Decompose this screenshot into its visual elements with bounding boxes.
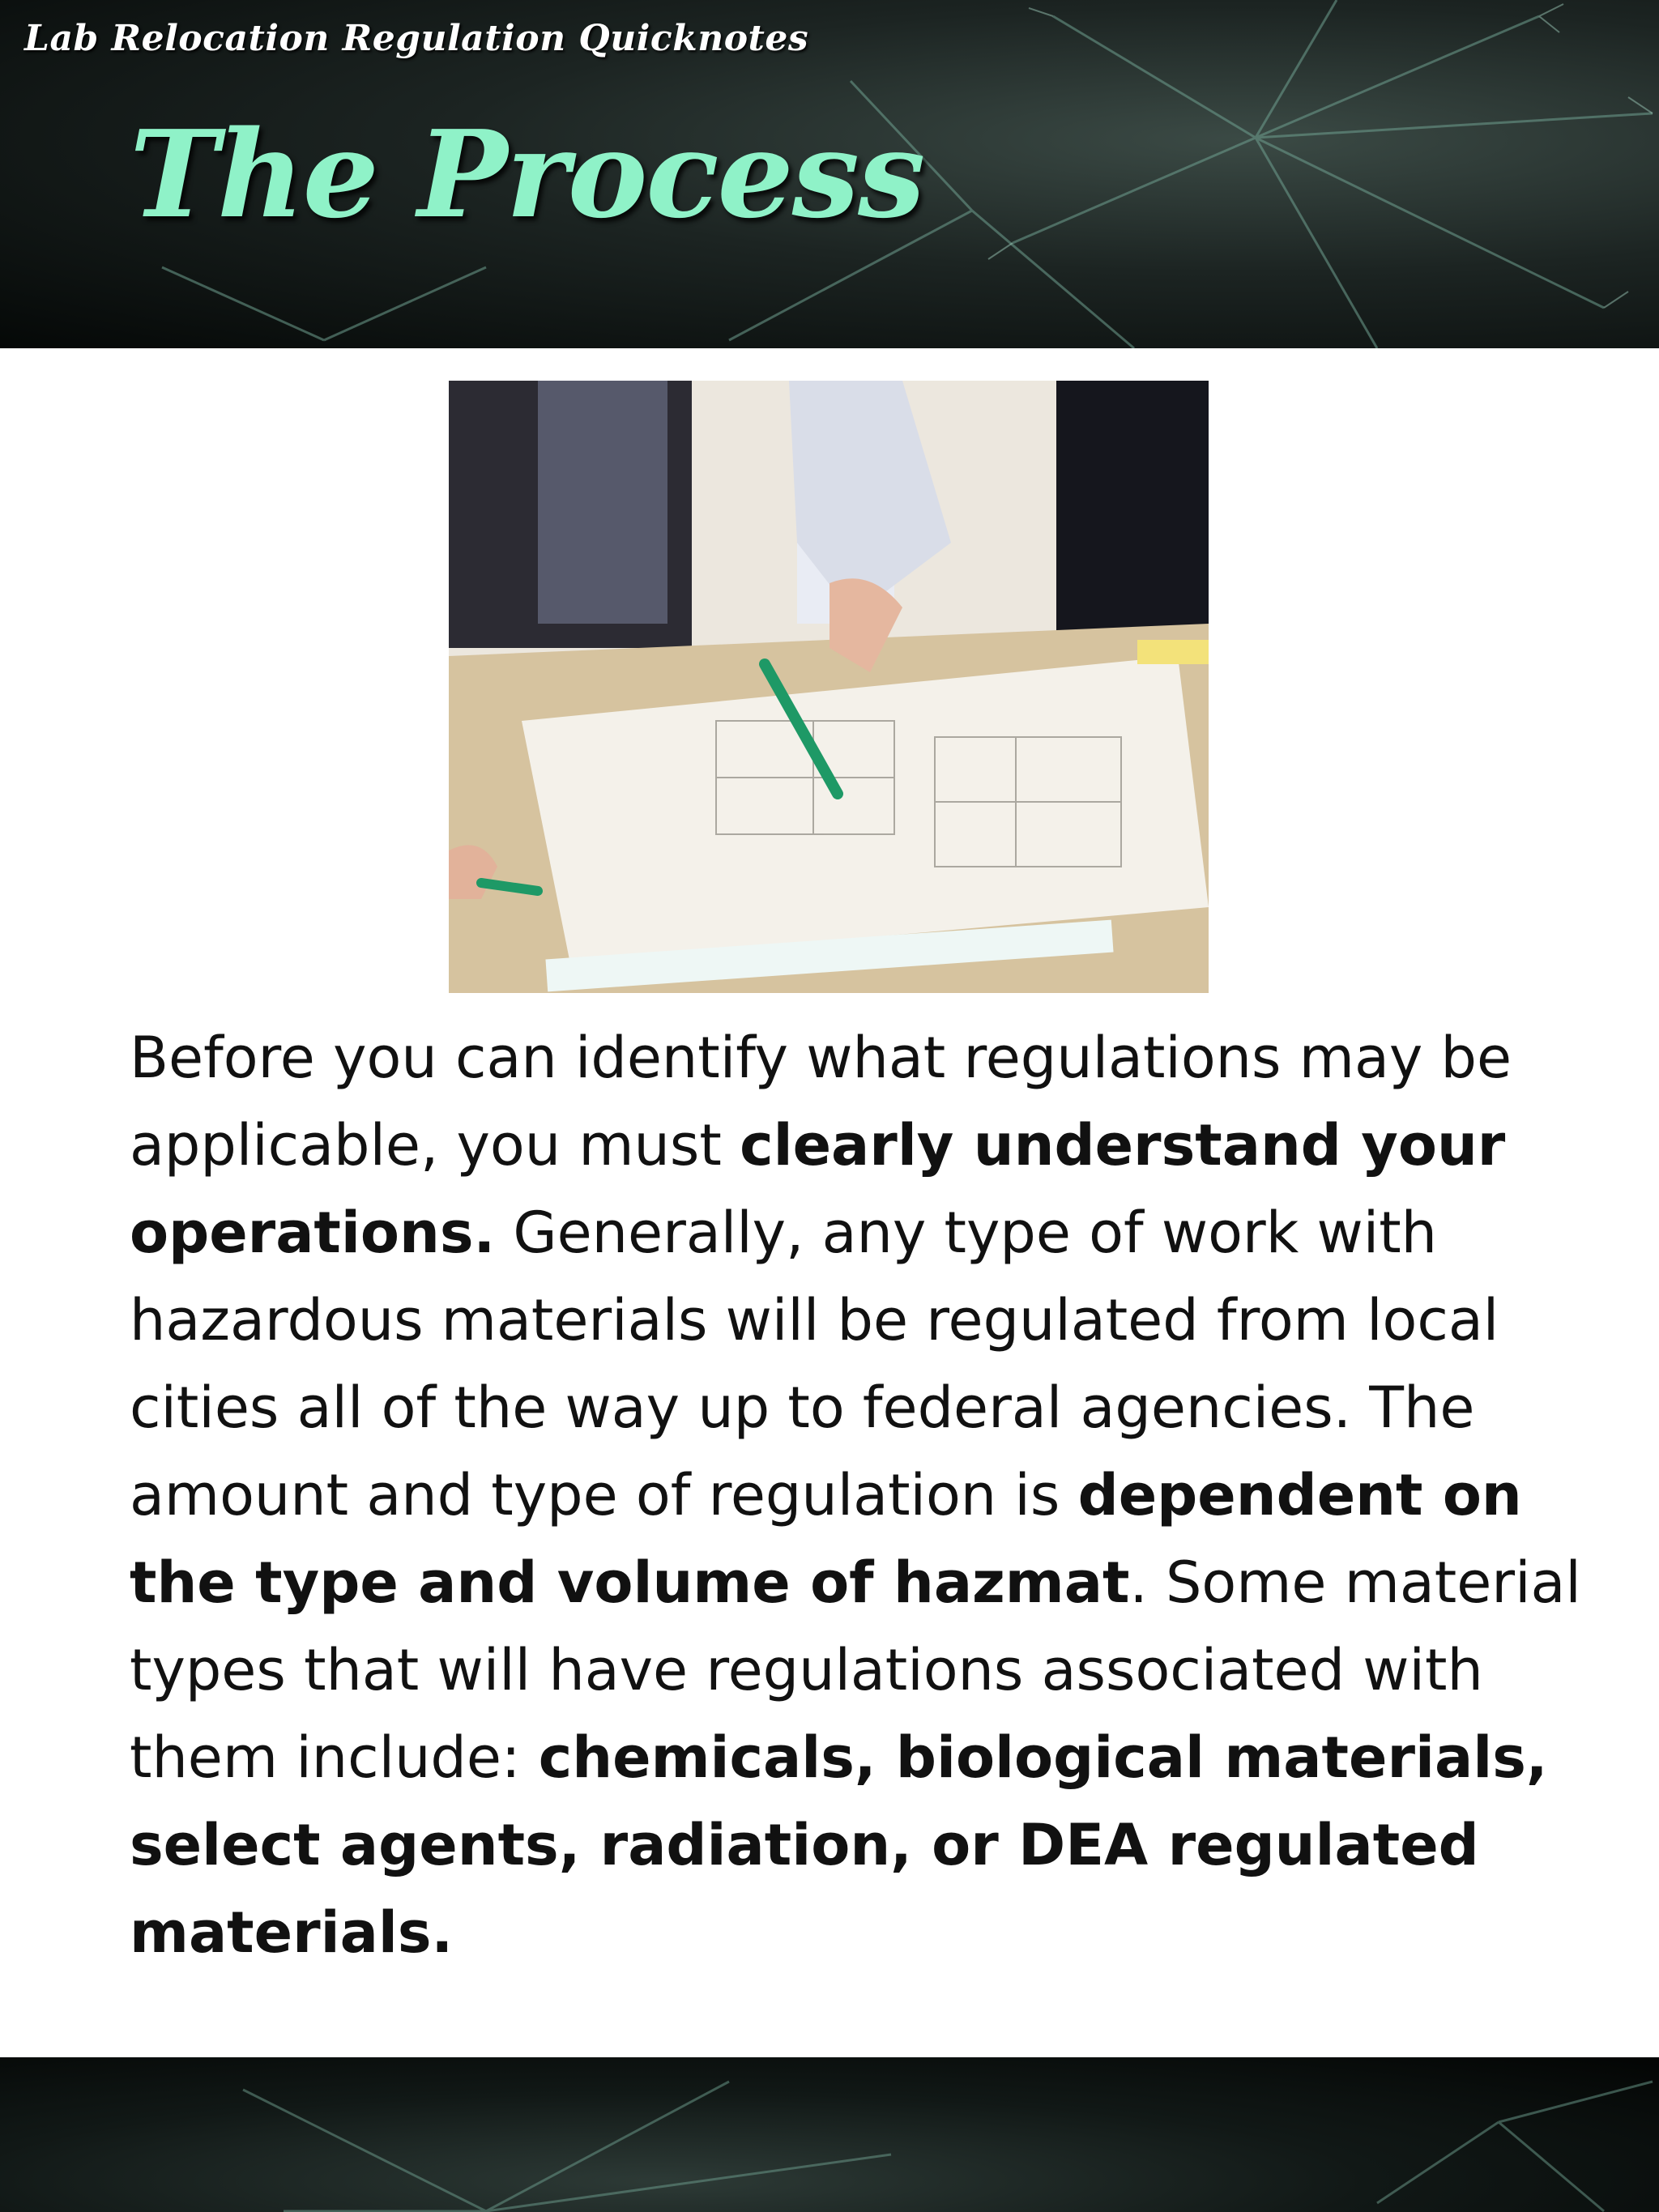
body-text-3: . Some material types that will have regulations associated with them include: bbox=[130, 1549, 1581, 1791]
page-title: The Process bbox=[130, 104, 924, 245]
body-emphasis-operations: clearly understand your operations. bbox=[130, 1112, 1506, 1266]
body-text-1: Before you can identify what regulations may be applicable, you must bbox=[130, 1025, 1512, 1178]
body-text-2: Generally, any type of work with hazardous materials will be regulated from local cities all of the way up to federal agencies. The amount and type of regulation is bbox=[130, 1200, 1499, 1528]
body-emphasis-hazmat: dependent on the type and volume of hazmat bbox=[130, 1462, 1522, 1616]
dandelion-decoration bbox=[0, 2057, 1659, 2212]
page-footer bbox=[0, 2057, 1659, 2212]
blueprint-planning-photo bbox=[449, 381, 1209, 993]
body-paragraph bbox=[130, 1014, 1588, 1976]
page-header bbox=[0, 0, 1659, 348]
photo-illustration bbox=[449, 381, 1209, 993]
body-emphasis-material-types: chemicals, biological materials, select agents, radiation, or DEA regulated materials. bbox=[130, 1724, 1548, 1966]
series-title: Lab Relocation Regulation Quicknotes bbox=[24, 18, 809, 59]
